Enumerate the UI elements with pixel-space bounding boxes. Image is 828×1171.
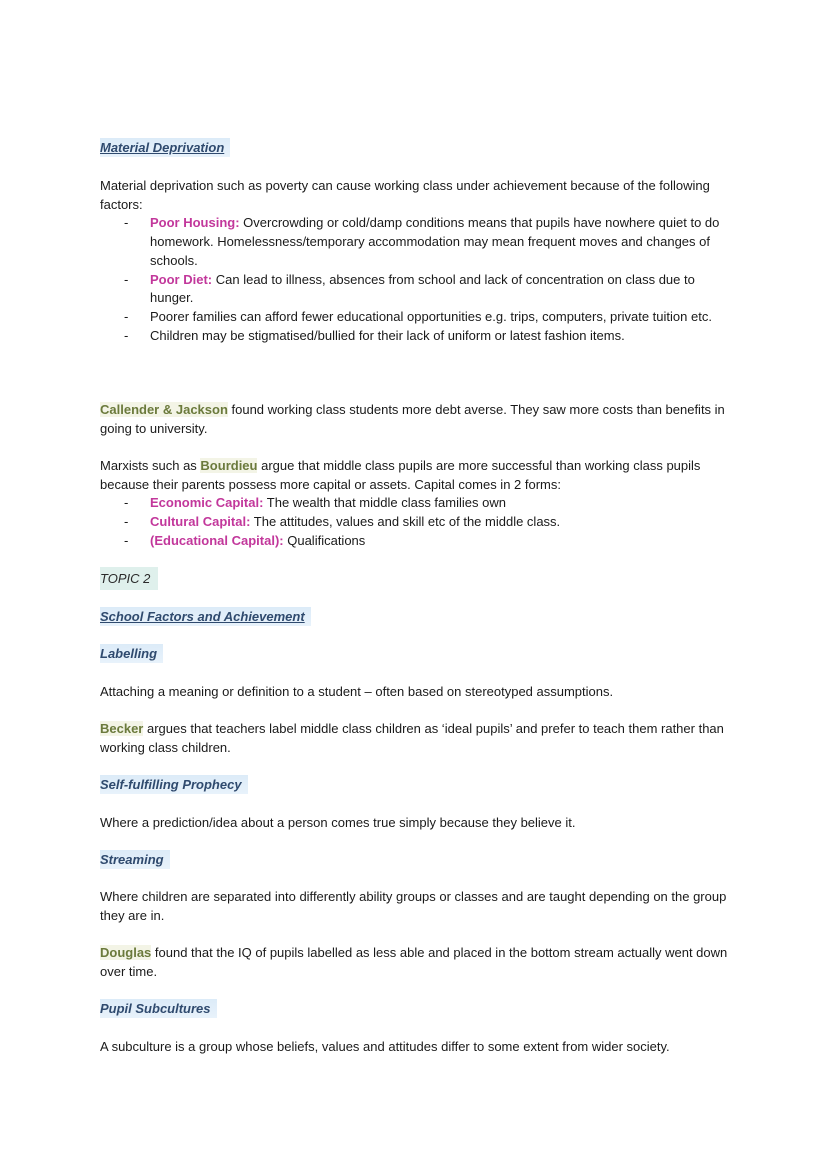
researcher-name: Douglas <box>100 945 152 960</box>
bullet-label: (Educational Capital): <box>150 532 284 548</box>
bullet-text: Poorer families can afford fewer educational opportunities e.g. trips, computers, private tuition etc. <box>150 308 712 324</box>
list-item <box>100 532 740 551</box>
heading-school-factors: School Factors and Achievement <box>100 607 311 626</box>
bullet-label: Economic Capital: <box>150 495 264 511</box>
topic-heading: TOPIC 2 <box>100 567 158 590</box>
heading-pupil-subcultures: Pupil Subcultures <box>100 999 217 1018</box>
bullet-text: Overcrowding or cold/damp conditions means that pupils have nowhere quiet to do homework. Homelessness/temporary accommodation may mean frequent moves and changes of schools. <box>150 215 720 268</box>
paragraph-text: argue that middle class pupils are more successful than working class pupils because their parents possess more capital or assets. Capital comes in 2 forms: <box>100 458 701 492</box>
material-bullet-list <box>100 214 740 345</box>
heading-self-fulfilling-prophecy: Self-fulfilling Prophecy <box>100 775 248 794</box>
heading-labelling: Labelling <box>100 644 163 663</box>
material-section <box>100 177 740 345</box>
bullet-text: Qualifications <box>283 532 366 548</box>
heading-material-deprivation: Material Deprivation <box>100 138 230 157</box>
bullet-label: Cultural Capital: <box>150 514 251 530</box>
paragraph-text: found working class students more debt averse. They saw more costs than benefits in going to university. <box>100 402 725 436</box>
bullet-text: The attitudes, values and skill etc of the middle class. <box>250 514 561 530</box>
callender-paragraph <box>100 401 740 438</box>
capital-bullet-list <box>100 494 740 550</box>
researcher-name: Bourdieu <box>200 458 258 473</box>
researcher-name: Becker <box>100 721 144 736</box>
paragraph-text: argues that teachers label middle class children as ‘ideal pupils’ and prefer to teach them rather than working class children. <box>100 721 724 755</box>
list-item <box>100 494 740 513</box>
marxists-section <box>100 457 740 551</box>
material-intro: Material deprivation such as poverty can cause working class under achievement because of the following factors: <box>100 178 710 212</box>
douglas-paragraph <box>100 944 740 981</box>
list-item <box>100 214 740 270</box>
heading-streaming: Streaming <box>100 850 170 869</box>
streaming-definition: Where children are separated into differently ability groups or classes and are taught depending on the group they are in. <box>100 889 727 923</box>
list-item <box>100 513 740 532</box>
list-item <box>100 327 740 346</box>
list-item <box>100 308 740 327</box>
bullet-text: Children may be stigmatised/bullied for their lack of uniform or latest fashion items. <box>150 327 625 343</box>
bullet-text: Can lead to illness, absences from school and lack of concentration on class due to hunger. <box>150 271 695 306</box>
list-item <box>100 271 740 308</box>
paragraph-text: Marxists such as <box>100 458 201 473</box>
sfp-definition: Where a prediction/idea about a person comes true simply because they believe it. <box>100 815 576 830</box>
bullet-text: The wealth that middle class families own <box>263 495 506 511</box>
subcultures-definition: A subculture is a group whose beliefs, values and attitudes differ to some extent from wider society. <box>100 1039 670 1054</box>
bullet-label: Poor Diet: <box>150 271 213 287</box>
labelling-definition: Attaching a meaning or definition to a student – often based on stereotyped assumptions. <box>100 684 614 699</box>
becker-paragraph <box>100 720 740 757</box>
paragraph-text: found that the IQ of pupils labelled as less able and placed in the bottom stream actually went down over time. <box>100 945 728 979</box>
bullet-label: Poor Housing: <box>150 215 240 231</box>
marxists-paragraph <box>100 457 740 494</box>
researcher-name: Callender & Jackson <box>100 402 228 417</box>
